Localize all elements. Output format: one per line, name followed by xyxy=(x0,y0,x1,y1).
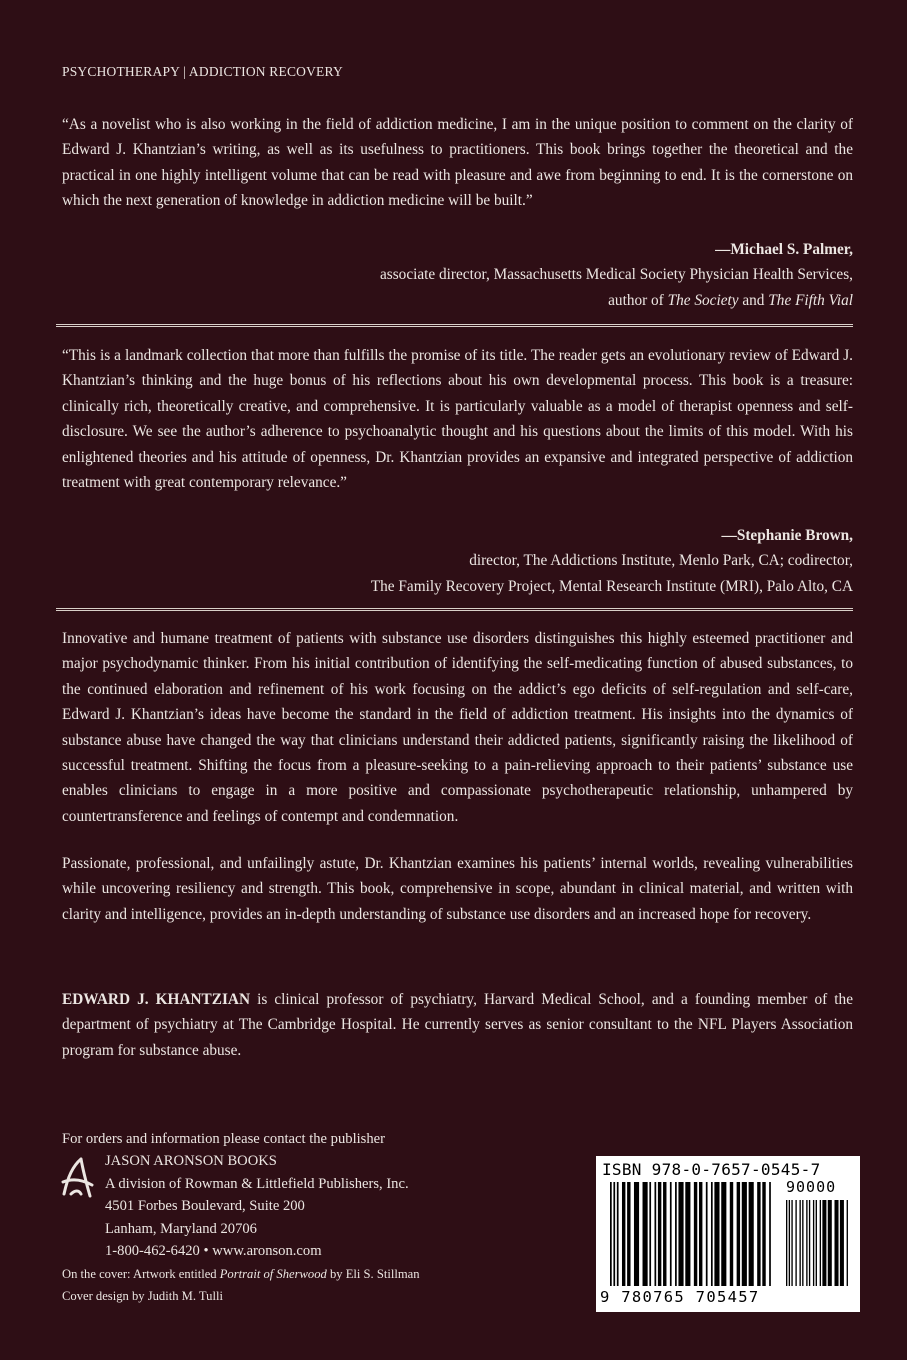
barcode-bar xyxy=(617,1182,619,1286)
barcode-bar xyxy=(610,1182,612,1286)
barcode-bar xyxy=(658,1182,661,1286)
barcode-bar xyxy=(706,1182,708,1286)
isbn-barcode xyxy=(596,1156,860,1312)
barcode-bar xyxy=(806,1200,807,1286)
publisher-name: JASON ARONSON BOOKS xyxy=(105,1153,277,1169)
endorser-affiliation-2: The Family Recovery Project, Mental Research Institute (MRI), Palo Alto, CA xyxy=(370,577,853,595)
barcode-bar xyxy=(714,1182,719,1286)
barcode-bar xyxy=(789,1200,790,1286)
barcode-bar xyxy=(654,1182,656,1286)
barcode-bar xyxy=(822,1200,826,1286)
barcode-bar xyxy=(840,1200,844,1286)
endorsement-quote-1: “As a novelist who is also working in the field of addiction medicine, I am in the unique position to comment on the clarity of Edward J. Khantzian’s writing, as well as its usefulness to practitioners. This book brings together the theoretical and the practical in one highly intelligent volume that can be read with pleasure and awe from beginning to end. It is the cornerstone on which the next generation of knowledge in addiction medicine will be built.” xyxy=(62,116,853,210)
barcode-bar xyxy=(613,1182,615,1286)
barcode-bar xyxy=(847,1200,848,1286)
book-description xyxy=(62,626,853,829)
barcode-bar xyxy=(699,1182,702,1286)
ean-digits: 9 780765 705457 xyxy=(600,1288,760,1306)
addon-bars xyxy=(786,1200,852,1286)
barcode-bar xyxy=(730,1182,733,1286)
barcode-bar xyxy=(749,1182,754,1286)
barcode-bar xyxy=(809,1200,810,1286)
publisher-address-2: Lanham, Maryland 20706 xyxy=(105,1220,257,1237)
barcode-bar xyxy=(685,1182,690,1286)
barcode-bar xyxy=(675,1182,677,1286)
barcode-bar xyxy=(757,1182,760,1286)
endorser-books-1: author of The Society and The Fifth Vial xyxy=(608,291,853,309)
barcode-bar xyxy=(802,1200,803,1286)
barcode-bar xyxy=(737,1182,740,1286)
barcode-bar xyxy=(786,1200,787,1286)
book-description-2 xyxy=(62,851,853,927)
barcode-bar xyxy=(769,1182,771,1286)
description-paragraph-2: Passionate, professional, and unfailingly astute, Dr. Khantzian examines his patients’ internal worlds, revealing vulnerabilities while uncovering resiliency and strength. This book, comprehensive in scope, abundant in clinical material, and written with clarity and intelligence, provides an in-depth understanding of substance use disorders and an increased hope for recovery. xyxy=(62,855,853,923)
description-paragraph-1: Innovative and humane treatment of patients with substance use disorders distinguishes this highly esteemed practitioner and major psychodynamic thinker. From his initial contribution of identifying the self-medicating function of abused substances, to the continued elaboration and refinement of his work focusing on the addict’s ego deficits of self-regulation and self-care, Edward J. Khantzian’s ideas have become the standard in the field of addiction treatment. His insights into the dynamics of substance abuse have changed the way that clinicians understand their addicted patients, significantly raising the likelihood of successful treatment. Shifting the focus from a pleasure-seeking to a pain-relieving approach to their patients’ substance use enables clinicians to engage in a more positive and compassionate psychotherapeutic relationship, unhampered by countertransference and feelings of contempt and condemnation. xyxy=(62,630,853,825)
barcode-bar xyxy=(627,1182,630,1286)
endorsement-attribution-2 xyxy=(371,523,853,599)
publisher-division: A division of Rowman & Littlefield Publishers, Inc. xyxy=(105,1175,409,1192)
endorsement-quote-2: “This is a landmark collection that more than fulfills the promise of its title. The reader gets an evolutionary review of Edward J. Khantzian’s thinking and the huge bonus of his reflections about his own developmental process. This book is a treasure: clinically rich, theoretically creative, and comprehensive. It is particularly valuable as a model of therapist openness and self-disclosure. We see the author’s adherence to psychoanalytic thought and his questions about the limits of this model. With his enlightened theories and his attitude of openness, Dr. Khantzian provides an expansive and integrated perspective of addiction treatment with great contemporary relevance.” xyxy=(62,347,853,492)
author-bio-text: is clinical professor of psychiatry, Harvard Medical School, and a founding member of the department of psychiatry at The Cambridge Hospital. He currently serves as senior consultant to the NFL Players Association program for substance abuse. xyxy=(62,991,853,1059)
barcode-bar xyxy=(762,1182,765,1286)
cover-credit: On the cover: Artwork entitled Portrait of Sherwood by Eli S. Stillman xyxy=(62,1267,420,1281)
barcode-bar xyxy=(721,1182,726,1286)
price-code: 90000 xyxy=(786,1178,837,1196)
publisher-phone-web: 1-800-462-6420 • www.aronson.com xyxy=(105,1243,322,1259)
barcode-bar xyxy=(643,1182,648,1286)
barcode-bar xyxy=(795,1200,796,1286)
publisher-contact: For orders and information please contact the publisher xyxy=(62,1131,385,1147)
barcode-bar xyxy=(791,1200,792,1286)
barcode-bar xyxy=(799,1200,800,1286)
barcode-bar xyxy=(634,1182,639,1286)
author-bio xyxy=(62,987,853,1063)
publisher-address-1: 4501 Forbes Boulevard, Suite 200 xyxy=(105,1198,305,1214)
divider-rule-1 xyxy=(56,324,853,327)
barcode-bar xyxy=(663,1182,666,1286)
isbn-text: ISBN 978-0-7657-0545-7 xyxy=(602,1160,821,1179)
category-label: PSYCHOTHERAPY | ADDICTION RECOVERY xyxy=(62,64,343,79)
endorser-title-2: director, The Addictions Institute, Menlo Park, CA; codirector, xyxy=(469,552,853,570)
barcode-bar xyxy=(711,1182,713,1286)
barcode-bar xyxy=(622,1182,625,1286)
endorsement-attribution-1 xyxy=(380,237,853,313)
author-name: EDWARD J. KHANTZIAN xyxy=(62,991,250,1008)
barcode-bar xyxy=(694,1182,697,1286)
barcode-bar xyxy=(828,1200,832,1286)
barcode-bar xyxy=(820,1200,821,1286)
publisher-logo-icon xyxy=(59,1156,95,1200)
ean-bars xyxy=(610,1182,776,1286)
endorser-name-1: —Michael S. Palmer, xyxy=(715,241,853,258)
cover-design-credit: Cover design by Judith M. Tulli xyxy=(62,1289,223,1303)
endorser-title-1: associate director, Massachusetts Medical Society Physician Health Services, xyxy=(379,266,853,284)
barcode-bar xyxy=(649,1182,651,1286)
barcode-bar xyxy=(670,1182,672,1286)
divider-rule-2 xyxy=(56,608,853,611)
endorser-name-2: —Stephanie Brown, xyxy=(721,527,853,544)
barcode-bar xyxy=(678,1182,683,1286)
publisher-details xyxy=(105,1150,409,1263)
barcode-bar xyxy=(813,1200,814,1286)
barcode-bar xyxy=(742,1182,747,1286)
barcode-bar xyxy=(816,1200,817,1286)
publisher-info xyxy=(62,1128,420,1303)
barcode-bar xyxy=(834,1200,838,1286)
